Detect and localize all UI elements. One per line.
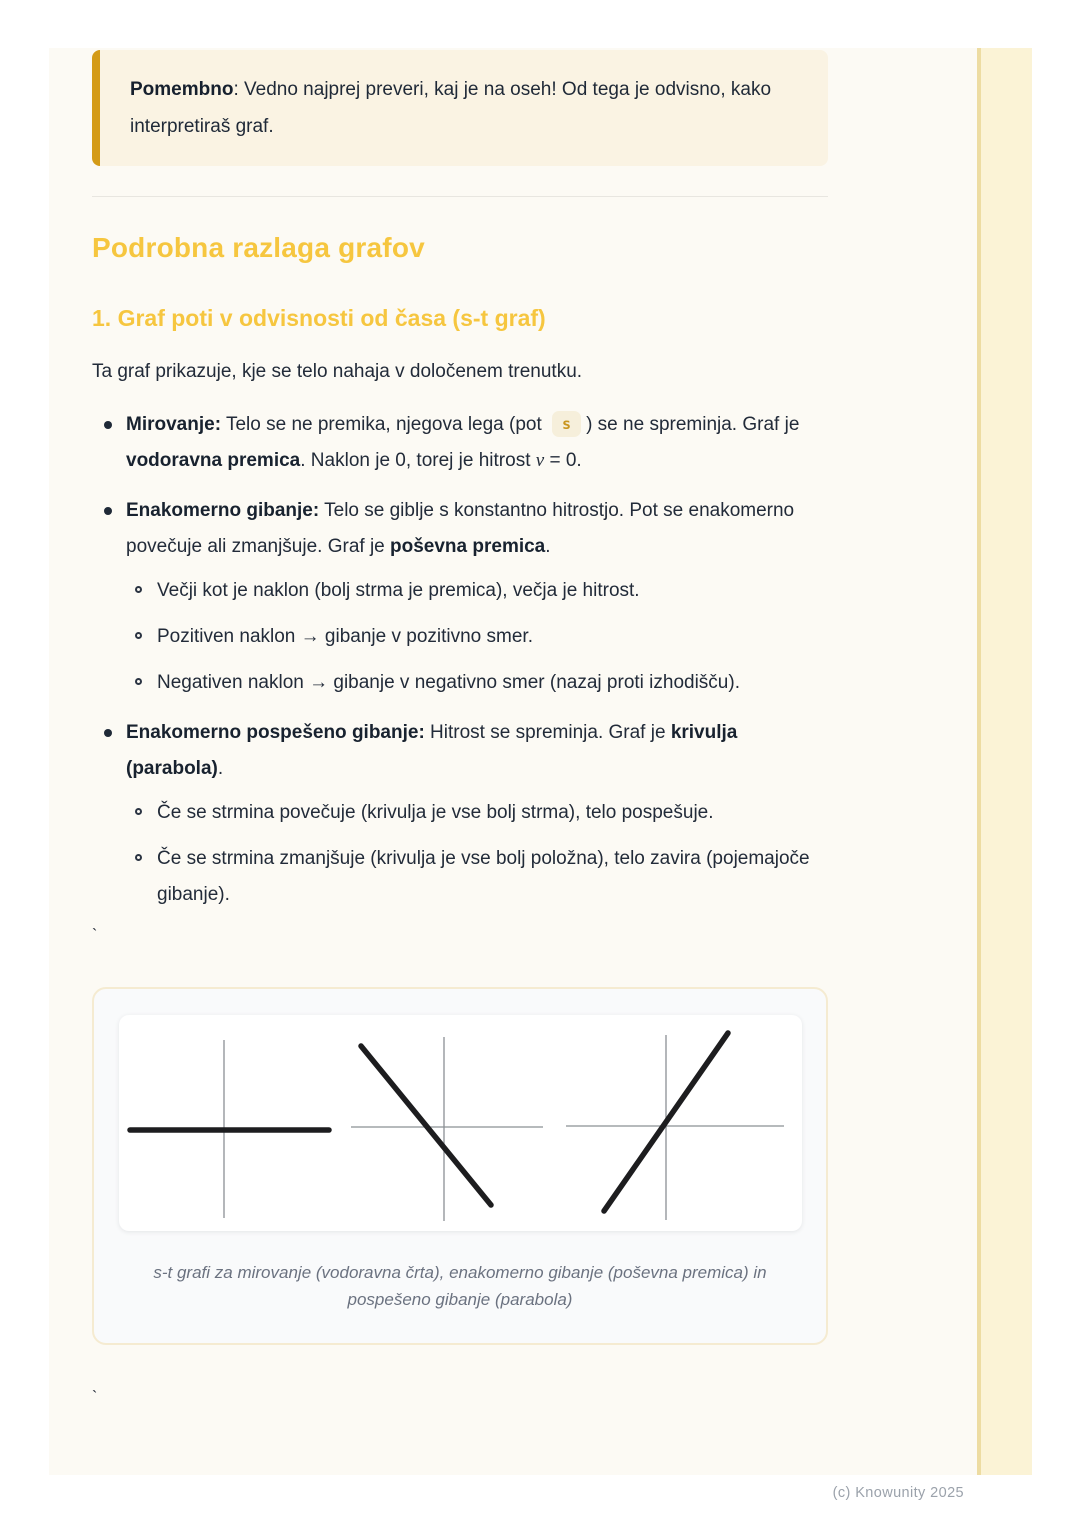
content-column [92, 48, 828, 1409]
callout-label: Pomembno [130, 79, 234, 100]
list-item-text: = 0. [544, 450, 582, 471]
list-item-text: . [217, 758, 224, 779]
stray-backtick: ` [92, 927, 98, 944]
sublist-item: Pozitiven naklon → gibanje v pozitivno smer. [157, 619, 828, 655]
sublist-item: Če se strmina povečuje (krivulja je vse bolj strma), telo pospešuje. [157, 795, 828, 831]
sublist-item: Negativen naklon → gibanje v negativno smer (nazaj proti izhodišču). [157, 665, 828, 701]
list-item-text: Telo se giblje s konstantno hitrostjo. Pot se enakomerno povečuje ali zmanjšuje. Graf je [126, 500, 795, 557]
section-heading: Podrobna razlaga grafov [92, 232, 425, 263]
section-divider [92, 196, 828, 197]
math-variable-v: v [535, 450, 545, 471]
inline-code-chip-s: s [552, 411, 581, 437]
list-item-enakomerno-gibanje [126, 493, 828, 701]
figure-caption: s-t grafi za mirovanje (vodoravna črta), enakomerno gibanje (poševna premica) in pospešeno gibanje (parabola) [153, 1263, 767, 1309]
list-item-text: ) se ne spreminja. Graf je [586, 414, 800, 435]
sublist-item: Večji kot je naklon (bolj strma je premica), večja je hitrost. [157, 573, 828, 609]
list-item-lead: Enakomerno pospešeno gibanje: [126, 722, 425, 743]
list-item-text: Hitrost se spreminja. Graf je [424, 722, 671, 743]
list-item-bold: poševna premica [390, 536, 546, 557]
stray-backtick: ` [92, 1389, 98, 1406]
important-callout [92, 50, 828, 166]
copyright-note: (c) Knowunity 2025 [832, 1485, 964, 1501]
list-item-mirovanje [126, 407, 828, 479]
list-item-lead: Enakomerno gibanje: [126, 500, 320, 521]
list-item-pospeseno-gibanje [126, 715, 828, 913]
sublist-enakomerno [126, 573, 828, 701]
callout-text: : Vedno najprej preveri, kaj je na oseh! Od tega je odvisno, kako interpretiraš graf. [130, 79, 772, 137]
intro-paragraph: Ta graf prikazuje, kje se telo nahaja v določenem trenutku. [92, 361, 583, 382]
list-item-bold: vodoravna premica [126, 450, 301, 471]
document-page [49, 48, 1032, 1501]
sublist-item: Če se strmina zmanjšuje (krivulja je vse bolj položna), telo zavira (pojemajoče gibanje). [157, 841, 828, 913]
subsection-heading: 1. Graf poti v odvisnosti od časa (s-t graf) [92, 305, 546, 331]
motion-types-list [92, 407, 828, 913]
list-item-text: . [545, 536, 551, 557]
list-item-text: Telo se ne premika, njegova lega (pot [221, 414, 548, 435]
yellow-edge-stripe [977, 48, 1032, 1475]
list-item-lead: Mirovanje: [126, 414, 222, 435]
sublist-pospeseno [126, 795, 828, 913]
list-item-text: . Naklon je 0, torej je hitrost [300, 450, 536, 471]
st-graphs-illustration-icon [119, 1015, 802, 1231]
list-item-bold: krivulja (parabola) [126, 722, 738, 779]
figure-image [119, 1015, 802, 1231]
figure-card [92, 987, 828, 1345]
